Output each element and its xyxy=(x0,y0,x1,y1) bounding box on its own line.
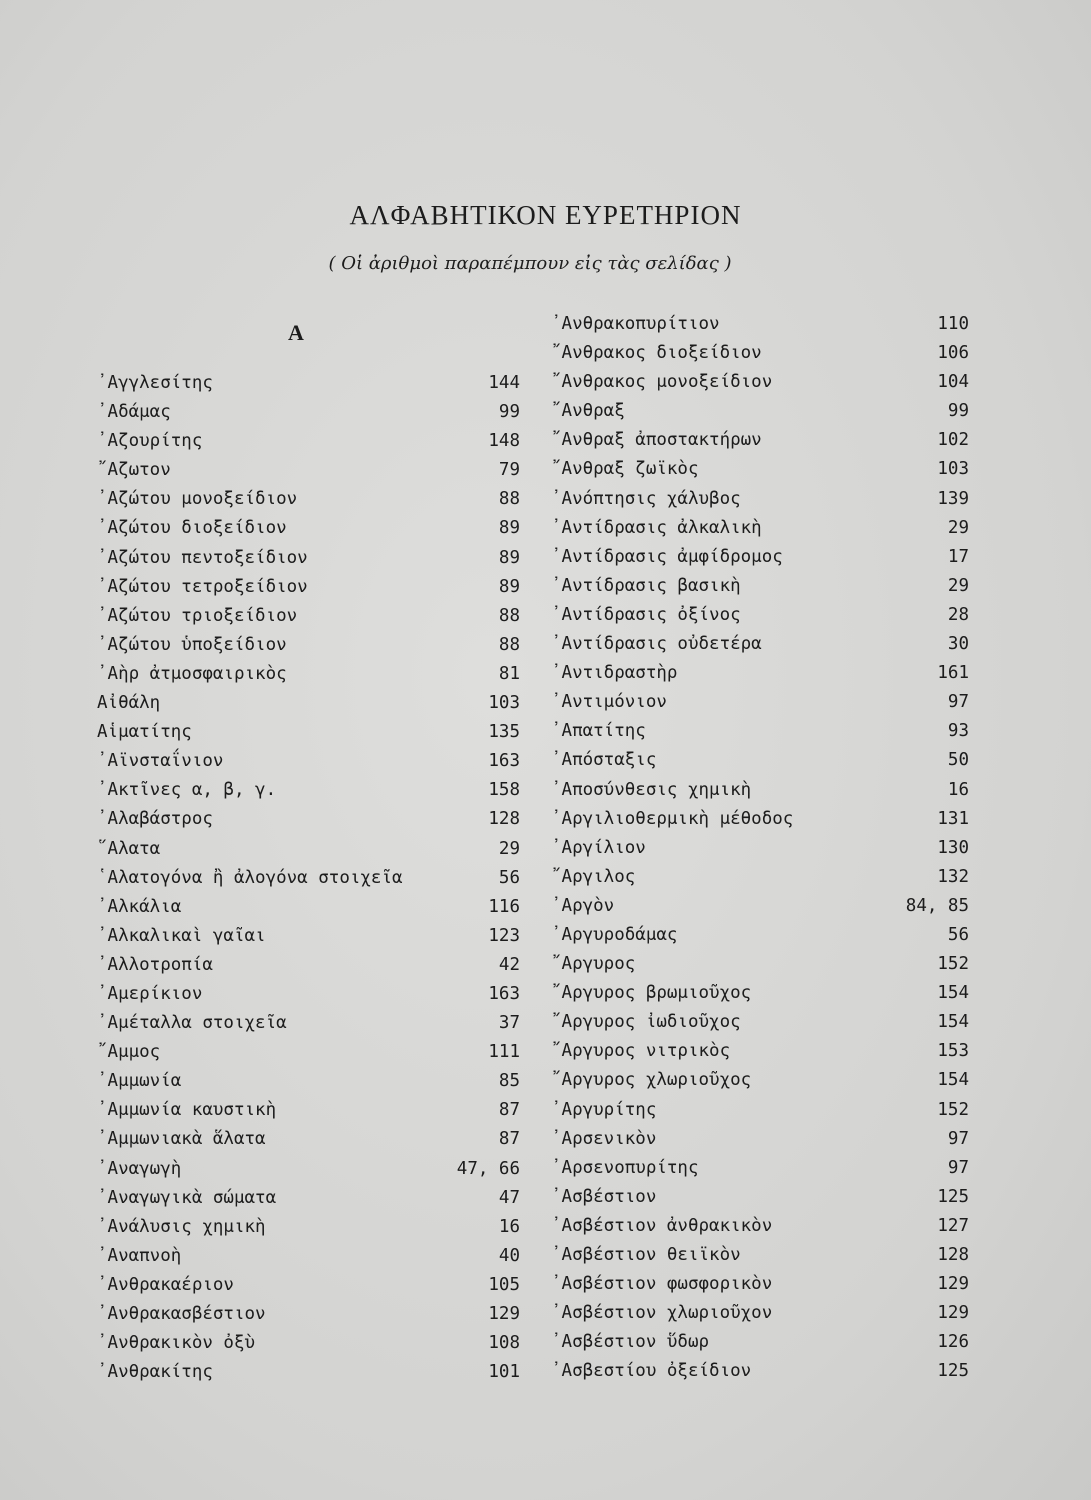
index-entry xyxy=(551,343,969,372)
index-term: ᾿Αντίδρασις ὀξίνος xyxy=(551,604,741,625)
index-entry xyxy=(551,663,969,692)
page-number: 163 xyxy=(488,983,520,1004)
page-number: 129 xyxy=(937,1303,969,1324)
index-entry xyxy=(551,459,969,488)
index-entry xyxy=(97,1275,520,1304)
index-term: ᾿Ανόπτησις χάλυβος xyxy=(551,488,741,509)
index-entry xyxy=(97,1304,520,1333)
index-term: ᾿Αζώτου τετροξείδιον xyxy=(97,576,308,597)
index-entry xyxy=(97,664,520,693)
index-term: ῎Ανθρακος μονοξείδιον xyxy=(551,372,773,393)
page-number: 153 xyxy=(937,1041,969,1062)
index-term: ῞Αλατα xyxy=(97,838,161,859)
page-number: 125 xyxy=(937,1186,969,1207)
page-number: 139 xyxy=(937,488,969,509)
index-entry xyxy=(551,1332,969,1361)
index-entry xyxy=(97,751,520,780)
index-entry xyxy=(97,489,520,518)
index-term: ᾿Αντιμόνιον xyxy=(551,692,667,713)
page-number: 85 xyxy=(498,1071,520,1092)
index-term: ᾿Ασβέστιον xyxy=(551,1186,657,1207)
index-entry xyxy=(551,576,969,605)
index-entry xyxy=(97,1333,520,1362)
index-term: Αἰθάλη xyxy=(97,693,161,714)
page-number: 111 xyxy=(488,1042,520,1063)
index-entry xyxy=(551,1216,969,1245)
page-number: 104 xyxy=(937,372,969,393)
index-term: ᾿Αλαβάστρος xyxy=(97,809,213,830)
index-entry xyxy=(97,402,520,431)
index-entry xyxy=(551,401,969,430)
index-entry xyxy=(97,1013,520,1042)
page-number: 106 xyxy=(937,343,969,364)
index-term: ᾿Αμμωνία xyxy=(97,1071,182,1092)
index-entry xyxy=(97,897,520,926)
index-term: ᾿Αγγλεσίτης xyxy=(97,373,213,393)
index-entry xyxy=(551,780,969,809)
index-entry xyxy=(551,547,969,576)
index-term: ᾿Αργιλιοθερμικὴ μέθοδος xyxy=(551,808,794,829)
page-number: 79 xyxy=(498,460,520,481)
index-term: ᾿Αὴρ ἀτμοσφαιρικὸς xyxy=(97,663,287,684)
page-number: 154 xyxy=(937,1012,969,1033)
index-term: ᾿Ασβέστιον ὕδωρ xyxy=(551,1332,710,1353)
page-number: 154 xyxy=(937,983,969,1004)
page-number: 131 xyxy=(937,808,969,829)
index-entry xyxy=(97,518,520,547)
index-entry xyxy=(551,314,969,343)
page-number: 47 xyxy=(498,1187,520,1208)
page-number: 126 xyxy=(937,1332,969,1353)
page-number: 87 xyxy=(498,1129,520,1150)
index-term: ᾿Αργίλιον xyxy=(551,837,646,858)
index-term: ᾿Αντιδραστὴρ xyxy=(551,663,678,684)
index-entry xyxy=(97,1188,520,1217)
page-number: 152 xyxy=(937,954,969,975)
index-term: ᾿Αλκάλια xyxy=(97,896,182,917)
page-number: 30 xyxy=(947,634,969,655)
page-number: 97 xyxy=(947,692,969,713)
page-number: 105 xyxy=(488,1274,520,1295)
index-entry xyxy=(551,721,969,750)
index-term: ᾿Αντίδρασις ἀμφίδρομος xyxy=(551,546,783,567)
index-entry xyxy=(551,1303,969,1332)
index-term: ῎Αργιλος xyxy=(551,866,636,887)
page-number: 37 xyxy=(498,1013,520,1034)
index-term: ᾿Αλκαλικαὶ γαῖαι xyxy=(97,925,266,946)
page-number: 125 xyxy=(937,1361,969,1382)
page-number: 29 xyxy=(947,517,969,538)
page-number: 123 xyxy=(488,925,520,946)
page-number: 163 xyxy=(488,751,520,772)
page-number: 103 xyxy=(488,693,520,714)
page-number: 56 xyxy=(947,924,969,945)
index-term: ᾿Αναπνοὴ xyxy=(97,1245,182,1266)
index-entry xyxy=(551,634,969,663)
index-term: ᾿Αζώτου τριοξείδιον xyxy=(97,605,298,626)
index-term: ῎Ανθραξ xyxy=(551,401,625,422)
page-number: 99 xyxy=(947,401,969,422)
page-number: 16 xyxy=(947,779,969,800)
page-number: 127 xyxy=(937,1215,969,1236)
page-number: 128 xyxy=(488,809,520,830)
index-term: ᾿Ασβέστιον φωσφορικὸν xyxy=(551,1274,773,1295)
page-number: 50 xyxy=(947,750,969,771)
page-number: 130 xyxy=(937,837,969,858)
index-entry xyxy=(551,838,969,867)
index-term: ᾿Αμέταλλα στοιχεῖα xyxy=(97,1013,287,1034)
page-number: 56 xyxy=(498,867,520,888)
index-entry xyxy=(551,1158,969,1187)
page-number: 93 xyxy=(947,721,969,742)
index-entry xyxy=(551,1245,969,1274)
index-entry xyxy=(551,518,969,547)
index-entry xyxy=(551,372,969,401)
index-entry xyxy=(97,548,520,577)
page-number: 99 xyxy=(498,402,520,423)
index-term: ᾿Αϊνσταΐνιον xyxy=(97,751,224,772)
page-number: 144 xyxy=(488,373,520,393)
index-term: ᾿Αδάμας xyxy=(97,402,171,423)
index-entry xyxy=(97,926,520,955)
page-number: 29 xyxy=(947,575,969,596)
page-number: 132 xyxy=(937,866,969,887)
page-number: 89 xyxy=(498,576,520,597)
page-number: 152 xyxy=(937,1099,969,1120)
page-number: 81 xyxy=(498,663,520,684)
page-number: 116 xyxy=(488,896,520,917)
index-term: ᾿Αναγωγὴ xyxy=(97,1158,182,1179)
index-term: ῎Αζωτον xyxy=(97,460,171,481)
page-number: 47, 66 xyxy=(456,1158,520,1179)
index-entry xyxy=(551,925,969,954)
index-term: ᾿Αντίδρασις βασικὴ xyxy=(551,575,741,596)
index-entry xyxy=(551,1361,969,1390)
index-entry xyxy=(551,1070,969,1099)
page-number: 29 xyxy=(498,838,520,859)
index-entry xyxy=(97,1159,520,1188)
index-entry xyxy=(551,983,969,1012)
index-entry xyxy=(97,1100,520,1129)
index-term: ῎Ανθραξ ζωϊκὸς xyxy=(551,459,699,480)
index-term: ᾿Αλλοτροπία xyxy=(97,954,213,975)
index-term: ᾿Αμμωνιακὰ ἅλατα xyxy=(97,1129,266,1150)
index-term: ᾿Ασβέστιον θειϊκὸν xyxy=(551,1245,741,1265)
index-term: ᾿Ανθρακοπυρίτιον xyxy=(551,314,720,334)
index-entry xyxy=(551,750,969,779)
index-entry xyxy=(551,605,969,634)
index-term: ᾿Αμμωνία καυστικὴ xyxy=(97,1100,277,1121)
index-entry xyxy=(97,693,520,722)
page-number: 88 xyxy=(498,489,520,510)
page-number: 89 xyxy=(498,518,520,539)
index-entry xyxy=(97,635,520,664)
index-entry xyxy=(551,489,969,518)
index-column-right xyxy=(551,314,969,1390)
page-number: 101 xyxy=(488,1362,520,1383)
index-term: ῎Αργυρος ἰωδιοῦχος xyxy=(551,1012,741,1033)
page-number: 135 xyxy=(488,722,520,743)
index-entry xyxy=(97,780,520,809)
index-entry xyxy=(97,1217,520,1246)
index-entry xyxy=(97,1042,520,1071)
index-entry xyxy=(97,1071,520,1100)
index-term: ᾿Ασβέστιον ἀνθρακικὸν xyxy=(551,1215,773,1236)
index-entry xyxy=(97,722,520,751)
page-number: 110 xyxy=(937,314,969,334)
index-term: ᾿Αζώτου μονοξείδιον xyxy=(97,489,298,510)
page-number: 129 xyxy=(937,1274,969,1295)
index-title: ΑΛΦΑΒΗΤΙΚΟΝ ΕΥΡΕΤΗΡΙΟΝ xyxy=(349,200,742,230)
page-number: 16 xyxy=(498,1216,520,1237)
index-entry xyxy=(97,809,520,838)
index-entry xyxy=(551,1187,969,1216)
index-term: ᾿Ανθρακίτης xyxy=(97,1362,213,1383)
page-number: 148 xyxy=(488,431,520,452)
page-number: 88 xyxy=(498,634,520,655)
index-term: ᾿Ανθρακασβέστιον xyxy=(97,1304,266,1324)
page-number: 89 xyxy=(498,547,520,568)
index-entry xyxy=(551,954,969,983)
index-term: ᾿Αναγωγικὰ σώματα xyxy=(97,1187,277,1208)
index-entry xyxy=(551,692,969,721)
index-term: ᾿Αζουρίτης xyxy=(97,431,203,452)
index-term: ᾿Απατίτης xyxy=(551,721,646,742)
index-term: ῎Αργυρος xyxy=(551,954,636,975)
index-term: ᾿Αμερίκιον xyxy=(97,983,203,1004)
index-entry xyxy=(97,460,520,489)
index-term: ᾿Αποσύνθεσις χημικὴ xyxy=(551,779,752,800)
index-entry xyxy=(551,896,969,925)
index-entry xyxy=(97,577,520,606)
index-entry xyxy=(551,1012,969,1041)
page-number: 103 xyxy=(937,459,969,480)
index-entry xyxy=(97,1246,520,1275)
index-term: ᾿Αζώτου πεντοξείδιον xyxy=(97,547,308,568)
page-number: 87 xyxy=(498,1100,520,1121)
index-term: ᾿Ασβεστίου ὀξείδιον xyxy=(551,1361,752,1382)
index-term: ᾿Αρσενοπυρίτης xyxy=(551,1157,699,1178)
index-entry xyxy=(97,1129,520,1158)
page-number: 84, 85 xyxy=(905,895,969,916)
page-number: 154 xyxy=(937,1070,969,1091)
index-term: ῎Ανθραξ ἀποστακτήρων xyxy=(551,430,762,451)
page-number: 42 xyxy=(498,954,520,975)
index-term: ᾿Αζώτου διοξείδιον xyxy=(97,518,287,539)
index-entry xyxy=(551,1274,969,1303)
index-entry xyxy=(551,1041,969,1070)
page-number: 161 xyxy=(937,663,969,684)
page-number: 40 xyxy=(498,1245,520,1266)
index-entry xyxy=(551,1100,969,1129)
index-term: ᾿Αργυρίτης xyxy=(551,1099,657,1120)
page-number: 17 xyxy=(947,546,969,567)
index-term: ῎Αργυρος χλωριοῦχος xyxy=(551,1070,752,1091)
section-letter: Α xyxy=(288,320,304,345)
page-number: 129 xyxy=(488,1304,520,1324)
index-term: ῾Αλατογόνα ἢ ἀλογόνα στοιχεῖα xyxy=(97,867,403,888)
index-term: ᾿Ανθρακικὸν ὀξὺ xyxy=(97,1333,256,1354)
index-term: ῎Αργυρος νιτρικὸς xyxy=(551,1041,731,1062)
index-entry xyxy=(97,839,520,868)
index-term: ᾿Αντίδρασις ἀλκαλικὴ xyxy=(551,517,762,538)
page-number: 108 xyxy=(488,1333,520,1354)
page-number: 97 xyxy=(947,1157,969,1178)
index-entry xyxy=(551,867,969,896)
index-term: ᾿Ασβέστιον χλωριοῦχον xyxy=(551,1303,773,1324)
page-number: 128 xyxy=(937,1245,969,1265)
index-term: ᾿Αρσενικὸν xyxy=(551,1128,657,1149)
index-term: ᾿Ακτῖνες α, β, γ. xyxy=(97,780,277,801)
index-term: Αἱματίτης xyxy=(97,722,192,743)
page-number: 97 xyxy=(947,1128,969,1149)
index-column-left xyxy=(97,373,520,1391)
page-number: 88 xyxy=(498,605,520,626)
index-term: ῎Αργυρος βρωμιοῦχος xyxy=(551,983,752,1004)
index-term: ῎Αμμος xyxy=(97,1042,161,1063)
index-entry xyxy=(551,809,969,838)
index-entry xyxy=(97,868,520,897)
index-entry xyxy=(97,1362,520,1391)
index-term: ῎Ανθρακος διοξείδιον xyxy=(551,343,762,364)
index-term: ᾿Αζώτου ὑποξείδιον xyxy=(97,634,287,655)
page-number: 102 xyxy=(937,430,969,451)
index-entry xyxy=(97,955,520,984)
page-number: 28 xyxy=(947,604,969,625)
index-entry xyxy=(551,1129,969,1158)
page-number: 158 xyxy=(488,780,520,801)
index-term: ᾿Ανθρακαέριον xyxy=(97,1274,234,1295)
index-entry xyxy=(97,431,520,460)
index-term: ᾿Αντίδρασις οὐδετέρα xyxy=(551,634,762,655)
index-term: ᾿Απόσταξις xyxy=(551,750,657,771)
index-entry xyxy=(551,430,969,459)
index-term: ᾿Αργυροδάμας xyxy=(551,924,678,945)
index-subtitle: ( Οἱ ἀριθμοὶ παραπέμπουν εἰς τὰς σελίδας ) xyxy=(328,253,732,274)
index-entry xyxy=(97,606,520,635)
index-term: ᾿Αργὸν xyxy=(551,895,615,916)
index-entry xyxy=(97,373,520,402)
index-entry xyxy=(97,984,520,1013)
index-term: ᾿Ανάλυσις χημικὴ xyxy=(97,1216,266,1237)
